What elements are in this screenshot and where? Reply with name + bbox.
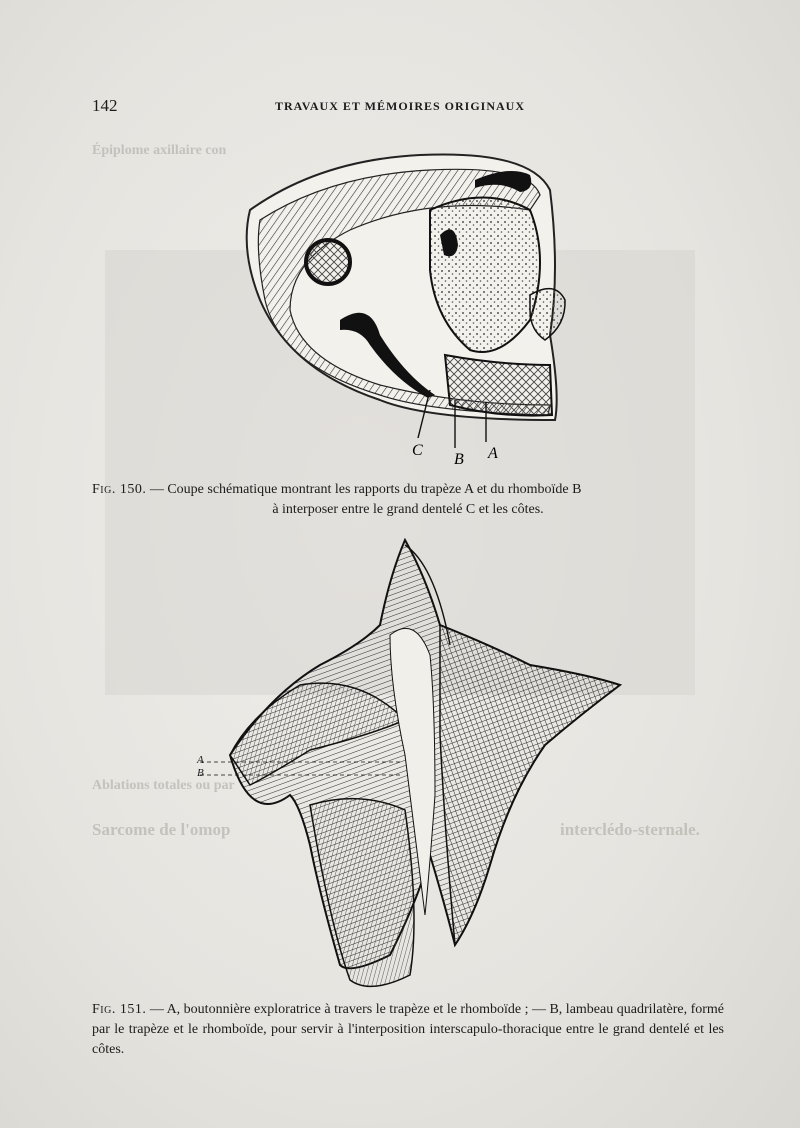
fig150-label-a: A <box>488 445 498 462</box>
bleed-through-text: Sarcome de l'omop <box>92 820 231 839</box>
fig150-caption-line2: à interposer entre le grand dentelé C et les côtes. <box>272 502 544 517</box>
fig151-label-a: A <box>197 754 204 766</box>
fig151-label-b: B <box>197 767 204 779</box>
fig150-caption-label: Fig. 150. <box>92 482 147 497</box>
bleed-through-text: Ablations totales ou par <box>92 778 235 793</box>
bleed-through-text: interclédo-sternale. <box>560 820 700 839</box>
running-head: TRAVAUX ET MÉMOIRES ORIGINAUX <box>274 99 526 113</box>
figure-150-cross-section <box>230 150 575 470</box>
figure-151-back-dissection <box>190 535 630 995</box>
fig151-caption-label: Fig. 151. <box>92 1002 147 1017</box>
fig151-caption-text: — A, boutonnière exploratrice à travers le trapèze et le rhomboïde ; — B, lambeau quadrilatère, formé par le trapèze et le rhomboïde, pour servir à l'interposition interscapulo-thoracique entre le grand dentelé et les côtes. <box>92 1002 725 1057</box>
fig150-caption-line1: — Coupe schématique montrant les rapports du trapèze A et du rhomboïde B <box>146 482 582 497</box>
fig150-label-b: B <box>454 451 464 468</box>
bleed-through-text: Épiplome axillaire con <box>92 143 227 158</box>
figure-150-caption <box>92 480 724 520</box>
fig150-label-c: C <box>412 442 423 459</box>
figure-151-caption <box>92 1000 724 1060</box>
page-number: 142 <box>92 96 118 115</box>
